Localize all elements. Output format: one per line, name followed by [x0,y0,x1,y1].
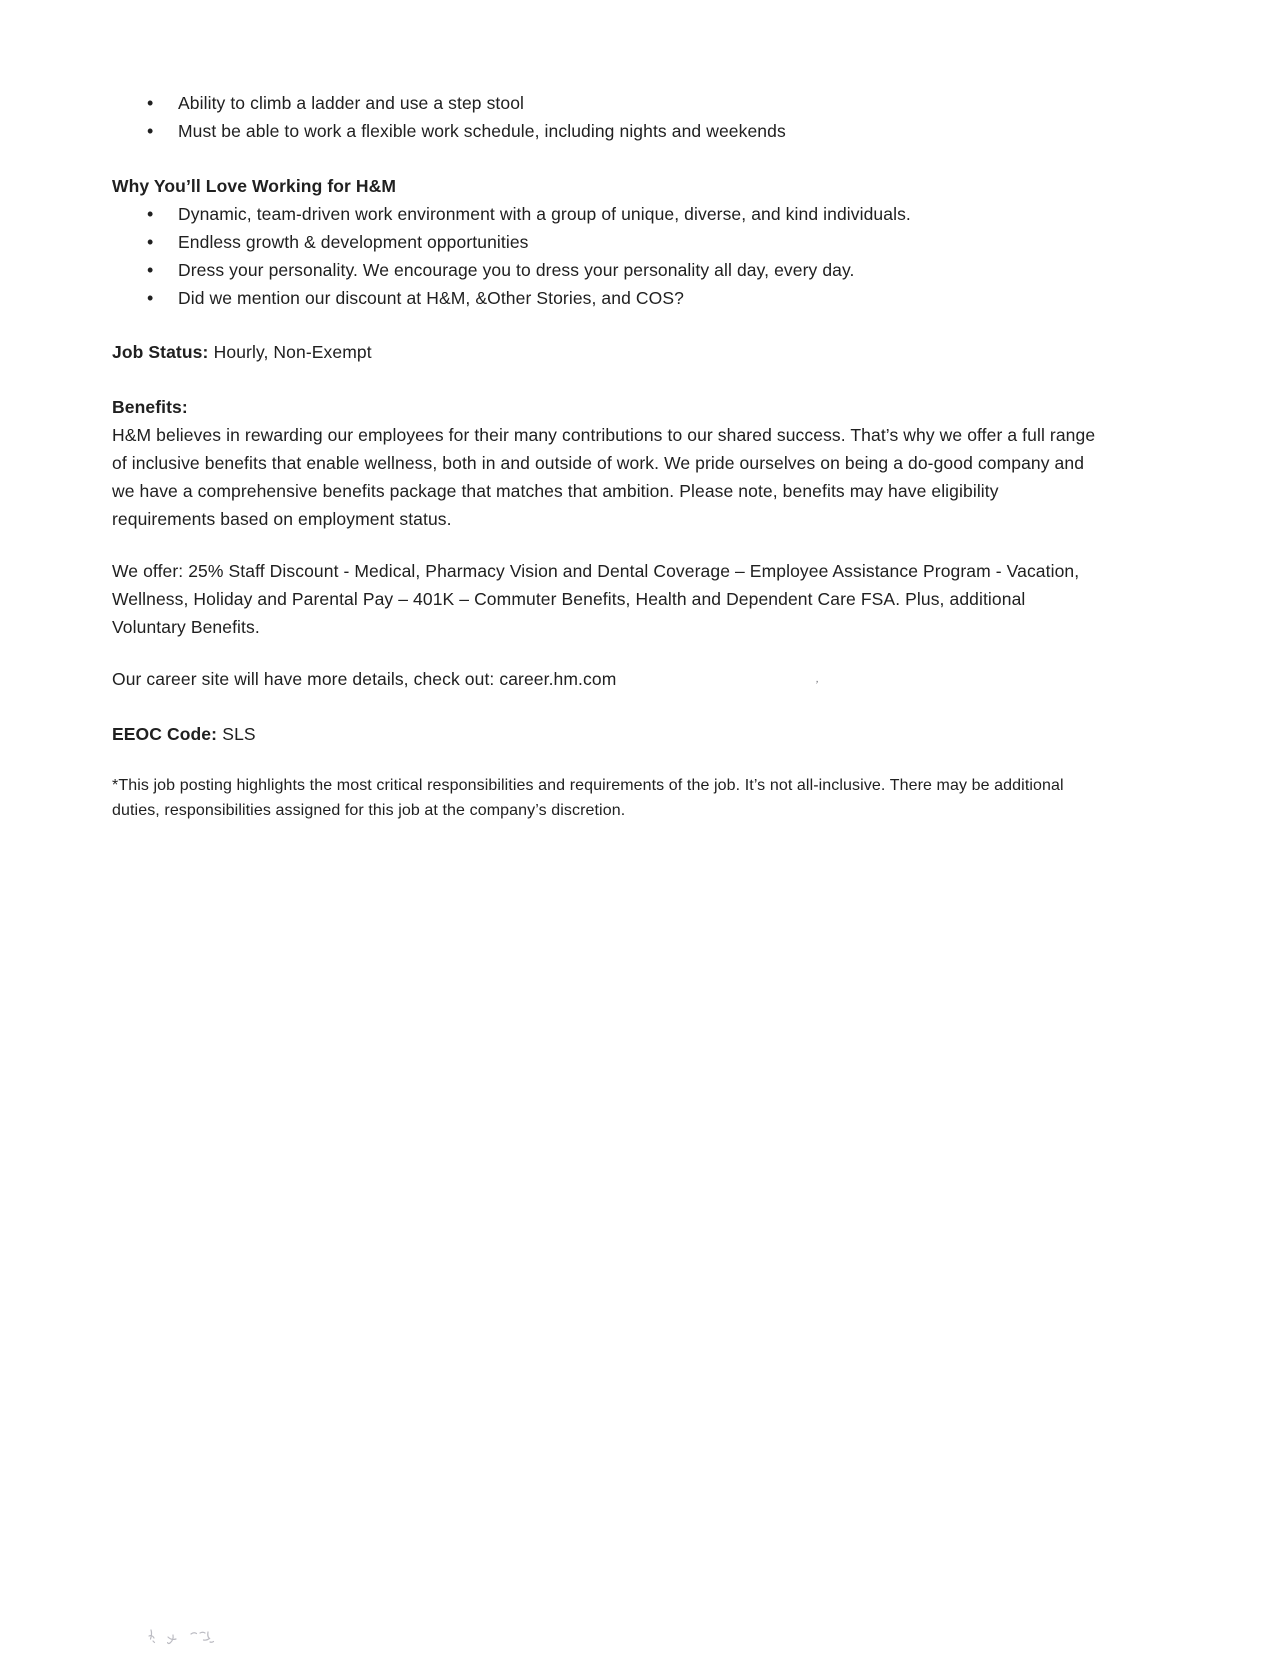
perks-list [112,200,1097,312]
benefits-heading: Benefits: [112,397,188,417]
list-item [112,228,1097,256]
bullet-text: Dress your personality. We encourage you to dress your personality all day, every day. [178,260,855,280]
handwritten-mark [146,1624,224,1652]
requirements-list [112,89,1097,145]
document-content [112,89,1097,823]
bullet-text: Must be able to work a flexible work schedule, including nights and weekends [178,121,786,141]
bullet-text: Dynamic, team-driven work environment with a group of unique, diverse, and kind individuals. [178,204,911,224]
bullet-text: Ability to climb a ladder and use a step stool [178,93,525,113]
offer-paragraph: We offer: 25% Staff Discount - Medical, Pharmacy Vision and Dental Coverage – Employee Assistance Program - Vacation, Wellness, Holiday and Parental Pay – 401K – Commuter Benefits, Health and Dependent Care FSA. Plus, additional Voluntary Benefits. [112,561,1080,637]
bullet-icon: • [147,93,154,113]
job-status-value: Hourly, Non-Exempt [213,342,372,362]
bullet-icon: • [147,288,154,308]
list-item [112,200,1097,228]
bullet-text: Endless growth & development opportunities [178,232,529,252]
list-item [112,284,1097,312]
eeoc-label: EEOC Code: [112,724,218,744]
list-item [112,256,1097,284]
job-status-label: Job Status: [112,342,209,362]
list-item [112,117,1097,145]
stray-mark: ’ [813,677,820,693]
list-item [112,89,1097,117]
eeoc-value: SLS [222,724,256,744]
bullet-icon: • [147,260,154,280]
why-heading: Why You’ll Love Working for H&M [112,176,397,196]
bullet-icon: • [147,232,154,252]
job-status-line [112,338,1097,366]
benefits-paragraph: H&M believes in rewarding our employees for their many contributions to our shared success. That’s why we offer a full range of inclusive benefits that enable wellness, both in and outside of work. We pride ourselves on being a do-good company and we have a comprehensive benefits package that matches that ambition. Please note, benefits may have eligibility requirements based on employment status. [112,425,1096,529]
footnote-text: *This job posting highlights the most critical responsibilities and requirements of the job. It’s not all-inclusive. There may be additional duties, responsibilities assigned for this job at the company’s discretion. [112,777,1064,819]
career-site-line: Our career site will have more details, check out: career.hm.com [112,669,617,689]
eeoc-line [112,720,1097,748]
bullet-text: Did we mention our discount at H&M, &Other Stories, and COS? [178,288,684,308]
bullet-icon: • [147,204,154,224]
bullet-icon: • [147,121,154,141]
